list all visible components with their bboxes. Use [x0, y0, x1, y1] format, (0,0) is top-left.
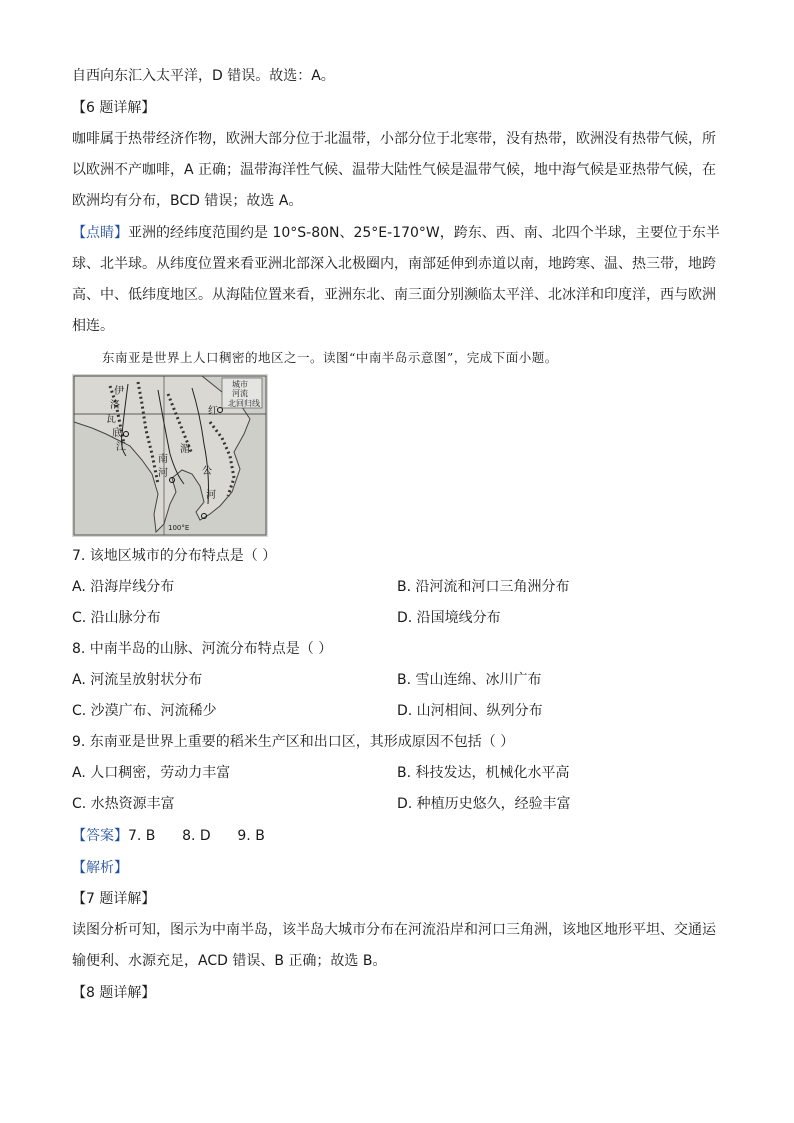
q7-option-d[interactable]: D. 沿国境线分布 — [397, 610, 501, 626]
question-7-stem: 7. 该地区城市的分布特点是（ ） — [72, 548, 277, 564]
q9-option-d[interactable]: D. 种植历史悠久，经验丰富 — [397, 796, 571, 812]
answer-value: 7. B 8. D 9. B — [128, 828, 265, 844]
tip-text: 亚洲的经纬度范围约是 10°S-80N、25°E-170°W，跨东、西、南、北四个半球，主要位于东半 — [128, 225, 720, 241]
q7-option-a[interactable]: A. 沿海岸线分布 — [72, 579, 175, 595]
tip-label: 【点睛】 — [72, 225, 128, 241]
q8-option-b[interactable]: B. 雪山连绵、冰川广布 — [397, 672, 542, 688]
text-line: 球、北半球。从纬度位置来看亚洲北部深入北极圈内，南部延伸到赤道以南，地跨寒、温、热三带，地跨 — [72, 256, 716, 272]
map-label: 江 — [116, 442, 126, 453]
map-label: 湄 — [180, 444, 190, 455]
question-intro: 东南亚是世界上人口稠密的地区之一。读图“中南半岛示意图”，完成下面小题。 — [102, 350, 558, 365]
q8-option-c[interactable]: C. 沙漠广布、河流稀少 — [72, 703, 217, 719]
q7-option-b[interactable]: B. 沿河流和河口三角洲分布 — [397, 579, 570, 595]
q9-option-a[interactable]: A. 人口稠密，劳动力丰富 — [72, 765, 231, 781]
map-label: 瓦 — [106, 414, 116, 425]
text-line: 读图分析可知，图示为中南半岛，该半岛大城市分布在河流沿岸和河口三角洲，该地区地形平坦、交通运 — [72, 922, 716, 938]
map-label: 红 — [208, 406, 218, 417]
q8-option-a[interactable]: A. 河流呈放射状分布 — [72, 672, 203, 688]
question-8-stem: 8. 中南半岛的山脉、河流分布特点是（ ） — [72, 641, 333, 657]
map-label: 南 — [158, 454, 168, 465]
legend-river: 河流 — [232, 389, 248, 398]
text-line: 以欧洲不产咖啡，A 正确；温带海洋性气候、温带大陆性气候是温带气候，地中海气候是亚热带气候，在 — [72, 162, 717, 178]
answer-line — [72, 826, 265, 846]
answer-label: 【答案】 — [72, 828, 128, 844]
map-label: 洛 — [110, 400, 120, 411]
text-line: 欧洲均有分布，BCD 错误；故选 A。 — [72, 193, 303, 209]
q9-option-b[interactable]: B. 科技发达，机械化水平高 — [397, 765, 570, 781]
indochina-map — [72, 374, 268, 537]
map-label: 河 — [158, 468, 168, 479]
q7-option-c[interactable]: C. 沿山脉分布 — [72, 610, 161, 626]
text-line: 高、中、低纬度地区。从海陆位置来看，亚洲东北、南三面分别濒临太平洋、北冰洋和印度洋，西与欧洲 — [72, 287, 716, 303]
text-line: 相连。 — [72, 318, 114, 334]
section-heading-q6: 【6 题详解】 — [72, 100, 156, 116]
legend-city: 城市 — [232, 380, 248, 389]
text-line: 咖啡属于热带经济作物，欧洲大部分位于北温带，小部分位于北寒带，没有热带，欧洲没有热带气候，所 — [72, 131, 716, 147]
map-label: 底 — [112, 428, 122, 439]
map-label: 伊 — [114, 386, 124, 397]
analysis-label: 【解析】 — [72, 860, 128, 876]
q8-option-d[interactable]: D. 山河相间、纵列分布 — [397, 703, 543, 719]
text-line: 输便利、水源充足，ACD 错误、B 正确；故选 B。 — [72, 953, 387, 969]
longitude-label: 100°E — [168, 524, 190, 532]
legend-tropic: 北回归线 — [228, 399, 260, 408]
map-label: 河 — [206, 490, 216, 501]
section-heading-q7: 【7 题详解】 — [72, 891, 156, 907]
question-9-stem: 9. 东南亚是世界上重要的稻米生产区和出口区，其形成原因不包括（ ） — [72, 734, 515, 750]
q9-option-c[interactable]: C. 水热资源丰富 — [72, 796, 175, 812]
tip-paragraph — [72, 223, 720, 243]
section-heading-q8: 【8 题详解】 — [72, 985, 156, 1001]
text-line: 自西向东汇入太平洋，D 错误。故选：A。 — [72, 68, 335, 84]
map-label: 公 — [202, 466, 212, 477]
